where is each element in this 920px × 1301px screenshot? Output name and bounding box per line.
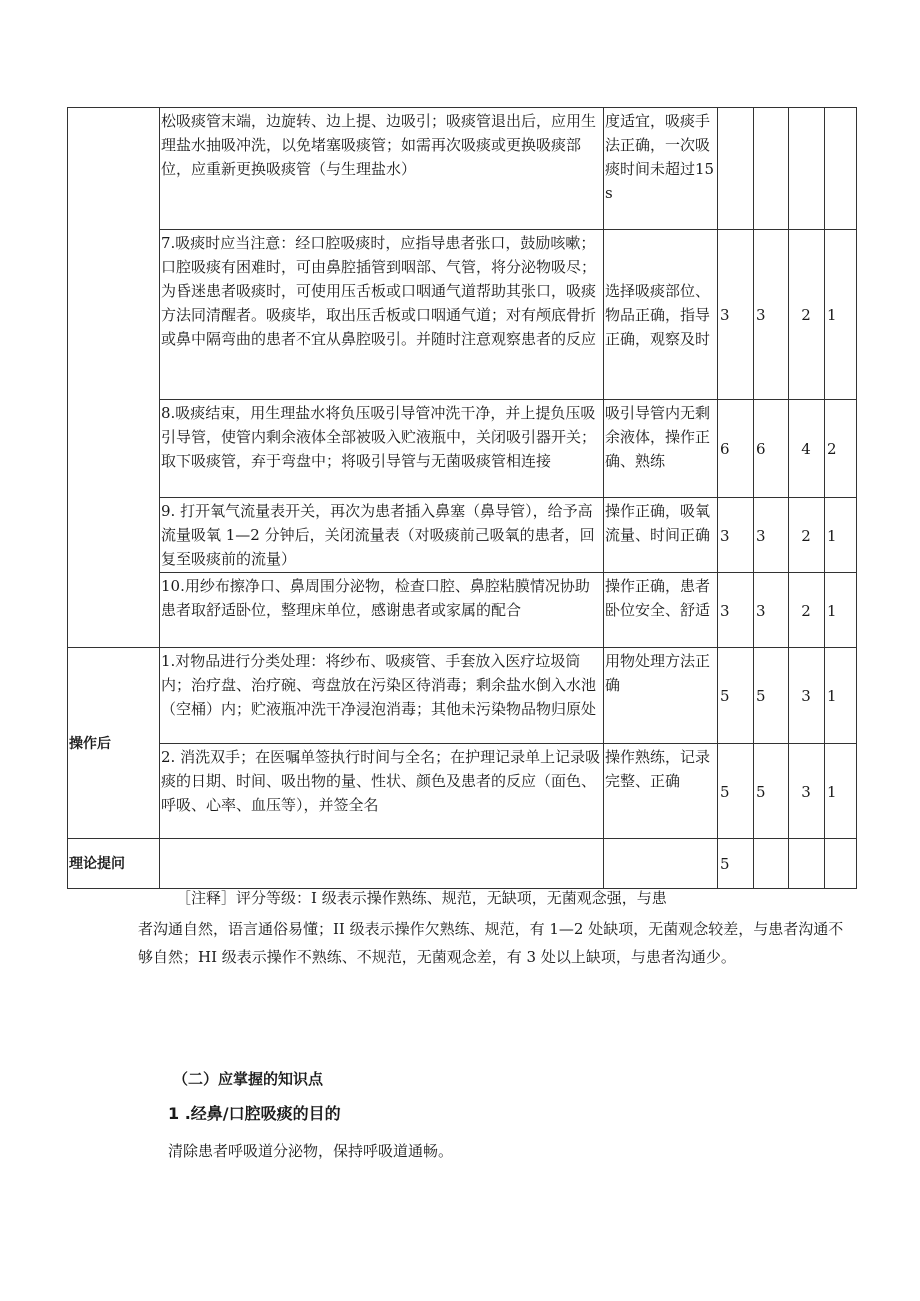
- score-2: 3: [754, 230, 789, 400]
- table-row: [68, 498, 857, 573]
- stage-label-after: 操作后: [68, 648, 160, 839]
- stage-label-theory: 理论提问: [68, 839, 160, 889]
- standard-cell: 吸引导管内无剩余液体，操作正确、熟练: [604, 400, 718, 498]
- table-row: [68, 108, 857, 230]
- standard-cell: 选择吸痰部位、物品正确，指导正确，观察及时: [604, 230, 718, 400]
- content-cell: 1.对物品进行分类处理：将纱布、吸痰管、手套放入医疗垃圾筒内；治疗盘、治疗碗、弯盘放在污染区待消毒；剩余盐水倒入水池（空桶）内；贮液瓶冲洗干净浸泡消毒；其他未污染物品物归原处: [160, 648, 604, 744]
- standard-cell: 操作熟练，记录完整、正确: [604, 744, 718, 839]
- content-cell: 7.吸痰时应当注意：经口腔吸痰时，应指导患者张口，鼓励咳嗽；口腔吸痰有困难时，可由鼻腔插管到咽部、气管，将分泌物吸尽；为昏迷患者吸痰时，可使用压舌板或口咽通气道帮助其张口，吸痰方法同清醒者。吸痰毕，取出压舌板或口咽通气道；对有颅底骨折或鼻中隔弯曲的患者不宜从鼻腔吸引。并随时注意观察患者的反应: [160, 230, 604, 400]
- stage-cell: [68, 108, 160, 648]
- score-2: 5: [754, 648, 789, 744]
- scoring-table: [67, 107, 857, 889]
- score-1: 5: [718, 744, 754, 839]
- content-cell: 8.吸痰结束，用生理盐水将负压吸引导管冲洗干净，并上提负压吸引导管，使管内剩余液体全部被吸入贮液瓶中，关闭吸引器开关；取下吸痰管，弃于弯盘中；将吸引导管与无菌吸痰管相连接: [160, 400, 604, 498]
- score-4: 2: [825, 400, 857, 498]
- score-1: 5: [718, 648, 754, 744]
- score-3: 2: [789, 498, 825, 573]
- score-2: 5: [754, 744, 789, 839]
- score-4: 1: [825, 648, 857, 744]
- table-row: [68, 400, 857, 498]
- table-row: [68, 230, 857, 400]
- score-1: 3: [718, 498, 754, 573]
- score-3: [789, 839, 825, 889]
- note-rest: 者沟通自然，语言通俗易懂；II 级表示操作欠熟练、规范，有 1—2 处缺项，无菌观念较差，与患者沟通不够自然；HI 级表示操作不熟练、不规范，无菌观念差，有 3 处以上缺项，与患者沟通少。: [138, 920, 844, 966]
- content-cell: [160, 839, 604, 889]
- content-cell: 9. 打开氧气流量表开关，再次为患者插入鼻塞（鼻导管），给予高流量吸氧 1—2 分钟后，关闭流量表（对吸痰前己吸氧的患者，回复至吸痰前的流量）: [160, 498, 604, 573]
- subheading: 1 .经鼻/口腔吸痰的目的: [168, 1104, 341, 1123]
- score-2: 3: [754, 498, 789, 573]
- content-cell: 10.用纱布擦净口、鼻周围分泌物，检查口腔、鼻腔粘膜情况协助患者取舒适卧位，整理床单位，感谢患者或家属的配合: [160, 573, 604, 648]
- content-cell: 松吸痰管末端，边旋转、边上提、边吸引；吸痰管退出后，应用生理盐水抽吸冲洗，以免堵塞吸痰管；如需再次吸痰或更换吸痰部位，应重新更换吸痰管（与生理盐水）: [160, 108, 604, 230]
- section-heading: （二）应掌握的知识点: [173, 1070, 324, 1088]
- standard-cell: 操作正确，吸氧流量、时间正确: [604, 498, 718, 573]
- score-1: [718, 108, 754, 230]
- score-2: 6: [754, 400, 789, 498]
- score-2: 3: [754, 573, 789, 648]
- score-4: 1: [825, 744, 857, 839]
- score-1: 6: [718, 400, 754, 498]
- standard-cell: 操作正确，患者卧位安全、舒适: [604, 573, 718, 648]
- score-3: 3: [789, 744, 825, 839]
- score-2: [754, 108, 789, 230]
- table-row: [68, 839, 857, 889]
- score-3: 2: [789, 230, 825, 400]
- score-3: 4: [789, 400, 825, 498]
- score-4: [825, 839, 857, 889]
- paragraph: 清除患者呼吸道分泌物，保持呼吸道通畅。: [168, 1142, 454, 1160]
- score-4: 1: [825, 230, 857, 400]
- note-line-1: ［注释］评分等级：I 级表示操作熟练、规范，无缺项，无菌观念强，与患: [176, 889, 667, 907]
- table-row: [68, 744, 857, 839]
- standard-cell: 用物处理方法正确: [604, 648, 718, 744]
- note-block: [138, 884, 858, 971]
- standard-cell: [604, 839, 718, 889]
- score-3: 2: [789, 573, 825, 648]
- score-3: [789, 108, 825, 230]
- score-1: 3: [718, 573, 754, 648]
- table-row: [68, 573, 857, 648]
- score-3: 3: [789, 648, 825, 744]
- score-1: 5: [718, 839, 754, 889]
- content-cell: 2. 消洗双手；在医嘱单签执行时间与全名；在护理记录单上记录吸痰的日期、时间、吸出物的量、性状、颜色及患者的反应（面色、呼吸、心率、血压等），并签全名: [160, 744, 604, 839]
- standard-cell: 度适宜，吸痰手法正确，一次吸痰时间未超过15s: [604, 108, 718, 230]
- score-4: [825, 108, 857, 230]
- score-1: 3: [718, 230, 754, 400]
- score-4: 1: [825, 498, 857, 573]
- score-2: [754, 839, 789, 889]
- score-4: 1: [825, 573, 857, 648]
- table-row: [68, 648, 857, 744]
